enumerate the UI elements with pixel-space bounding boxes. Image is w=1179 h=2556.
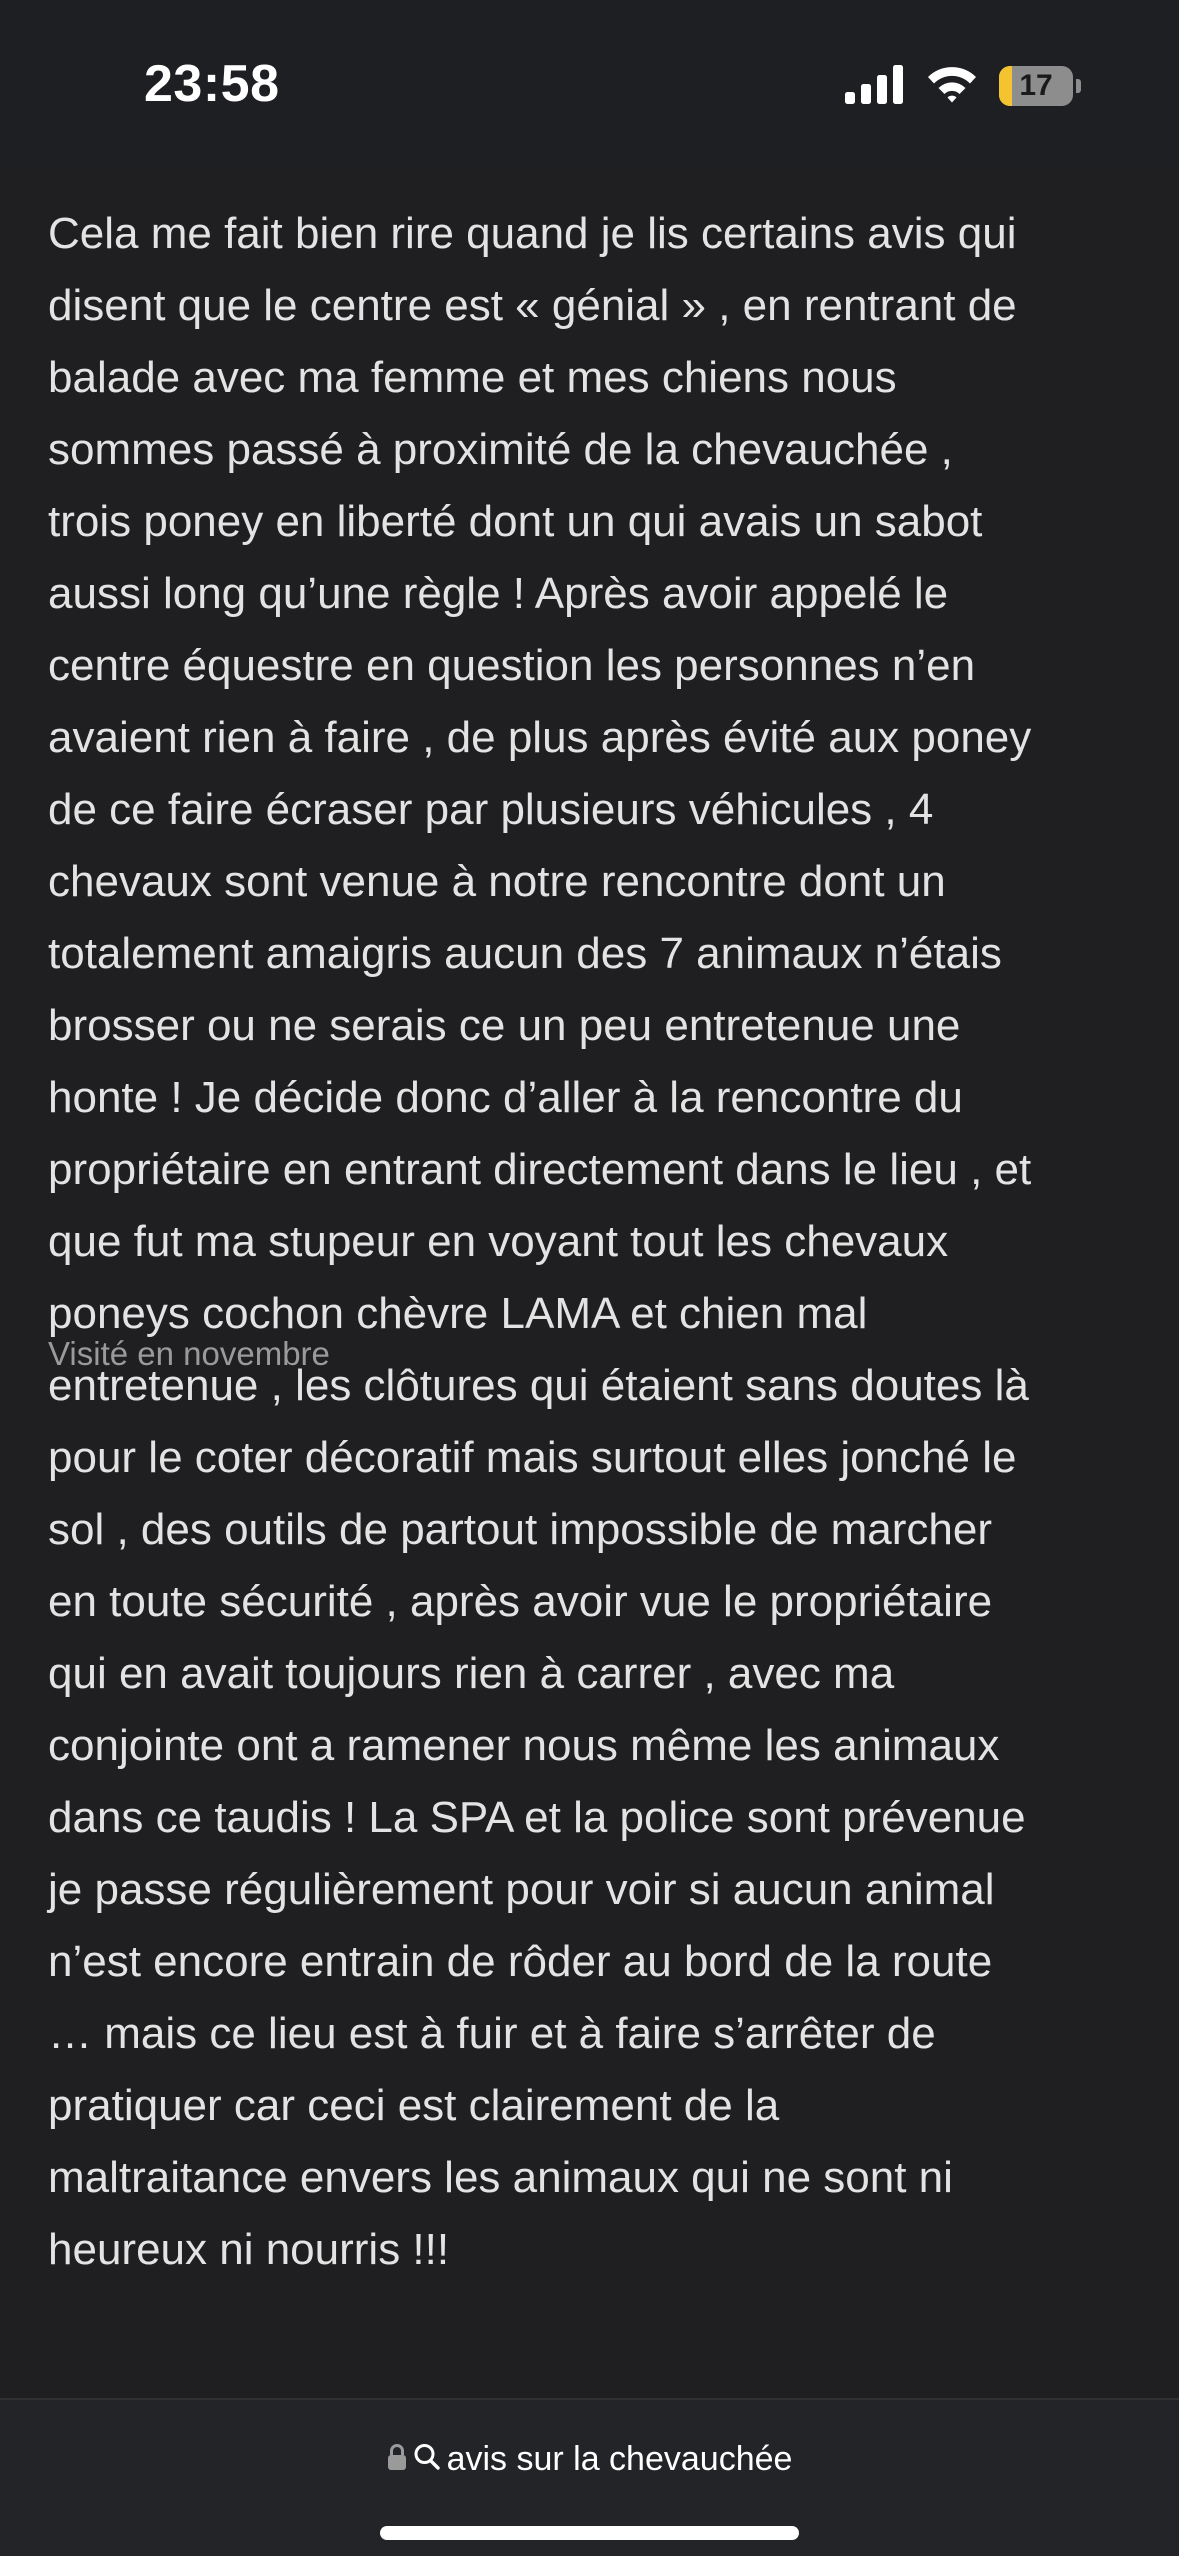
review-line: totalement amaigris aucun des 7 animaux n’étais	[48, 929, 1002, 978]
browser-address-bar[interactable]	[0, 2398, 1179, 2556]
review-line: heureux ni nourris !!!	[48, 2225, 450, 2274]
cellular-signal-icon	[845, 64, 905, 109]
review-line: dans ce taudis ! La SPA et la police sont prévenue	[48, 1793, 1026, 1842]
status-icons	[845, 64, 1081, 108]
address-text[interactable]: avis sur la chevauchée	[446, 2440, 793, 2478]
review-line: centre équestre en question les personnes n’en	[48, 641, 976, 690]
review-content	[0, 170, 1179, 2398]
address-row[interactable]	[0, 2440, 1179, 2479]
review-line: conjointe ont a ramener nous même les animaux	[48, 1721, 1000, 1770]
lock-icon	[387, 2443, 407, 2476]
visited-date: Visité en novembre	[48, 1335, 330, 1372]
review-line: chevaux sont venue à notre rencontre dont un	[48, 857, 946, 906]
review-line: brosser ou ne serais ce un peu entretenue une	[48, 1001, 961, 1050]
home-indicator[interactable]	[380, 2526, 799, 2540]
review-line: sol , des outils de partout impossible de marcher	[48, 1505, 993, 1554]
review-line: propriétaire en entrant directement dans le lieu , et	[48, 1145, 1032, 1194]
review-line: n’est encore entrain de rôder au bord de la route	[48, 1937, 993, 1986]
review-line: balade avec ma femme et mes chiens nous	[48, 353, 897, 402]
review-line: disent que le centre est « génial » , en rentrant de	[48, 281, 1017, 330]
status-time: 23:58	[144, 55, 280, 113]
battery-cap	[1076, 79, 1081, 93]
status-bar	[0, 0, 1179, 170]
review-line: de ce faire écraser par plusieurs véhicules , 4	[48, 785, 934, 834]
battery-icon	[999, 66, 1073, 106]
review-line: entretenue , les clôtures qui étaient sans doutes là	[48, 1361, 1029, 1410]
review-line: qui en avait toujours rien à carrer , avec ma	[48, 1649, 895, 1698]
review-text	[48, 198, 1148, 2286]
review-line: honte ! Je décide donc d’aller à la rencontre du	[48, 1073, 963, 1122]
review-line: avaient rien à faire , de plus après évité aux poney	[48, 713, 1032, 762]
review-line: pratiquer car ceci est clairement de la	[48, 2081, 780, 2130]
battery-level: 17	[1019, 69, 1053, 102]
review-line: trois poney en liberté dont un qui avais un sabot	[48, 497, 983, 546]
review-line: Cela me fait bien rire quand je lis certains avis qui	[48, 209, 1017, 258]
review-line: sommes passé à proximité de la chevauchée ,	[48, 425, 953, 474]
review-line: poneys cochon chèvre LAMA et chien mal	[48, 1289, 868, 1338]
review-line: que fut ma stupeur en voyant tout les chevaux	[48, 1217, 949, 1266]
review-line: maltraitance envers les animaux qui ne sont ni	[48, 2153, 953, 2202]
review-line: en toute sécurité , après avoir vue le propriétaire	[48, 1577, 993, 1626]
review-line: pour le coter décoratif mais surtout elles jonché le	[48, 1433, 1017, 1482]
wifi-icon	[925, 64, 979, 109]
search-icon	[413, 2442, 441, 2477]
review-line: aussi long qu’une règle ! Après avoir appelé le	[48, 569, 949, 618]
review-line: … mais ce lieu est à fuir et à faire s’arrêter de	[48, 2009, 936, 2058]
review-line: je passe régulièrement pour voir si aucun animal	[48, 1865, 995, 1914]
